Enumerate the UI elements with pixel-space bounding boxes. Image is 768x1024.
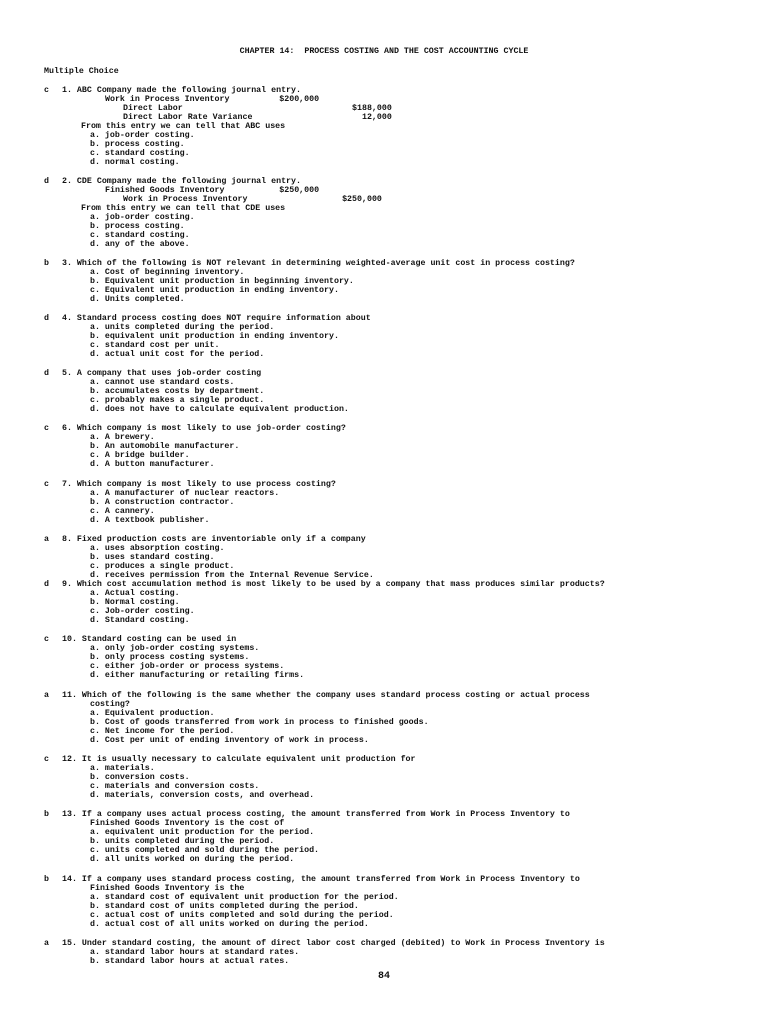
option: b. standard labor hours at actual rates. (90, 957, 290, 966)
option: d. normal costing. (90, 158, 180, 167)
option: b. Cost of goods transferred from work in process to finished goods. (90, 718, 429, 727)
option: d. A textbook publisher. (90, 516, 210, 525)
answer-key: a (44, 939, 49, 948)
option: d. Units completed. (90, 295, 185, 304)
question-stem: 1. ABC Company made the following journal entry. (62, 86, 301, 95)
option: a. equivalent unit production for the period. (90, 828, 315, 837)
question-stem: 4. Standard process costing does NOT require information about (62, 314, 371, 323)
option: b. Normal costing. (90, 598, 180, 607)
option: d. actual cost of all units worked on during the period. (90, 920, 369, 929)
option: c. Job-order costing. (90, 607, 195, 616)
question-stem: 8. Fixed production costs are inventoriable only if a company (62, 535, 366, 544)
journal-line: Work in Process Inventory $200,000 (105, 95, 320, 104)
answer-key: d (44, 177, 49, 186)
option: c. probably makes a single product. (90, 396, 265, 405)
option: d. all units worked on during the period. (90, 855, 295, 864)
journal-line: Finished Goods Inventory $250,000 (105, 186, 320, 195)
option: a. job-order costing. (90, 213, 195, 222)
option: b. conversion costs. (90, 773, 190, 782)
question-stem: 12. It is usually necessary to calculate equivalent unit production for (62, 755, 416, 764)
answer-key: c (44, 480, 49, 489)
answer-key: d (44, 580, 49, 589)
journal-line: Direct Labor Rate Variance 12,000 (123, 113, 392, 122)
question-lead: From this entry we can tell that CDE uses (81, 204, 286, 213)
option: d. materials, conversion costs, and overhead. (90, 791, 315, 800)
journal-line: Direct Labor $188,000 (123, 104, 392, 113)
option: c. A bridge builder. (90, 451, 190, 460)
question-stem: 2. CDE Company made the following journal entry. (62, 177, 301, 186)
option: c. A cannery. (90, 507, 155, 516)
answer-key: a (44, 535, 49, 544)
option: c. standard costing. (90, 149, 190, 158)
answer-key: c (44, 424, 49, 433)
question-stem: 11. Which of the following is the same whether the company uses standard process costing or actual process (62, 691, 590, 700)
option: a. uses absorption costing. (90, 544, 225, 553)
section-heading: Multiple Choice (44, 67, 119, 76)
option: c. materials and conversion costs. (90, 782, 260, 791)
option: d. either manufacturing or retailing firms. (90, 671, 305, 680)
question-stem: 3. Which of the following is NOT relevant in determining weighted-average unit cost in process costing? (62, 259, 575, 268)
question-stem: 6. Which company is most likely to use job-order costing? (62, 424, 346, 433)
option: a. Actual costing. (90, 589, 180, 598)
option: c. standard cost per unit. (90, 341, 220, 350)
option: a. Equivalent production. (90, 709, 215, 718)
option: a. materials. (90, 764, 155, 773)
option: d. does not have to calculate equivalent production. (90, 405, 349, 414)
option: d. Cost per unit of ending inventory of work in process. (90, 736, 369, 745)
option: d. any of the above. (90, 240, 190, 249)
option: b. Equivalent unit production in beginning inventory. (90, 277, 354, 286)
question-stem: 10. Standard costing can be used in (62, 635, 237, 644)
option: a. A manufacturer of nuclear reactors. (90, 489, 280, 498)
option: d. receives permission from the Internal Revenue Service. (90, 571, 374, 580)
option: a. Cost of beginning inventory. (90, 268, 245, 277)
option: c. standard costing. (90, 231, 190, 240)
answer-key: b (44, 259, 49, 268)
journal-line: Work in Process Inventory $250,000 (123, 195, 382, 204)
option: b. equivalent unit production in ending inventory. (90, 332, 339, 341)
answer-key: a (44, 691, 49, 700)
option: a. standard labor hours at standard rates. (90, 948, 300, 957)
option: b. uses standard costing. (90, 553, 215, 562)
answer-key: b (44, 810, 49, 819)
question-stem: 5. A company that uses job-order costing (62, 369, 262, 378)
question-stem: 9. Which cost accumulation method is most likely to be used by a company that mass produces similar products? (62, 580, 605, 589)
option: b. only process costing systems. (90, 653, 250, 662)
chapter-title: CHAPTER 14: PROCESS COSTING AND THE COST ACCOUNTING CYCLE (239, 47, 529, 56)
option: c. Net income for the period. (90, 727, 235, 736)
option: b. A construction contractor. (90, 498, 235, 507)
option: a. only job-order costing systems. (90, 644, 260, 653)
option: c. produces a single product. (90, 562, 235, 571)
question-stem: 15. Under standard costing, the amount of direct labor cost charged (debited) to Work in Process Inventory is (62, 939, 605, 948)
option: d. A button manufacturer. (90, 460, 215, 469)
answer-key: c (44, 86, 49, 95)
option: b. An automobile manufacturer. (90, 442, 240, 451)
option: c. Equivalent unit production in ending inventory. (90, 286, 339, 295)
question-stem-cont: costing? (90, 700, 130, 709)
option: a. cannot use standard costs. (90, 378, 235, 387)
page-number: 84 (377, 971, 390, 982)
question-stem: 7. Which company is most likely to use process costing? (62, 480, 336, 489)
option: c. units completed and sold during the period. (90, 846, 320, 855)
option: a. job-order costing. (90, 131, 195, 140)
question-stem: 14. If a company uses standard process costing, the amount transferred from Work in Process Inventory to (62, 875, 580, 884)
question-stem: 13. If a company uses actual process costing, the amount transferred from Work in Process Inventory to (62, 810, 570, 819)
answer-key: c (44, 635, 49, 644)
option: b. units completed during the period. (90, 837, 275, 846)
option: d. Standard costing. (90, 616, 190, 625)
question-stem-cont: Finished Goods Inventory is the cost of (90, 819, 285, 828)
option: b. process costing. (90, 222, 185, 231)
option: c. actual cost of units completed and sold during the period. (90, 911, 394, 920)
answer-key: d (44, 314, 49, 323)
answer-key: d (44, 369, 49, 378)
option: a. A brewery. (90, 433, 155, 442)
option: b. process costing. (90, 140, 185, 149)
option: b. accumulates costs by department. (90, 387, 265, 396)
answer-key: b (44, 875, 49, 884)
option: a. units completed during the period. (90, 323, 275, 332)
option: d. actual unit cost for the period. (90, 350, 265, 359)
option: c. either job-order or process systems. (90, 662, 285, 671)
question-lead: From this entry we can tell that ABC uses (81, 122, 286, 131)
option: a. standard cost of equivalent unit production for the period. (90, 893, 399, 902)
option: b. standard cost of units completed during the period. (90, 902, 359, 911)
question-stem-cont: Finished Goods Inventory is the (90, 884, 245, 893)
answer-key: c (44, 755, 49, 764)
